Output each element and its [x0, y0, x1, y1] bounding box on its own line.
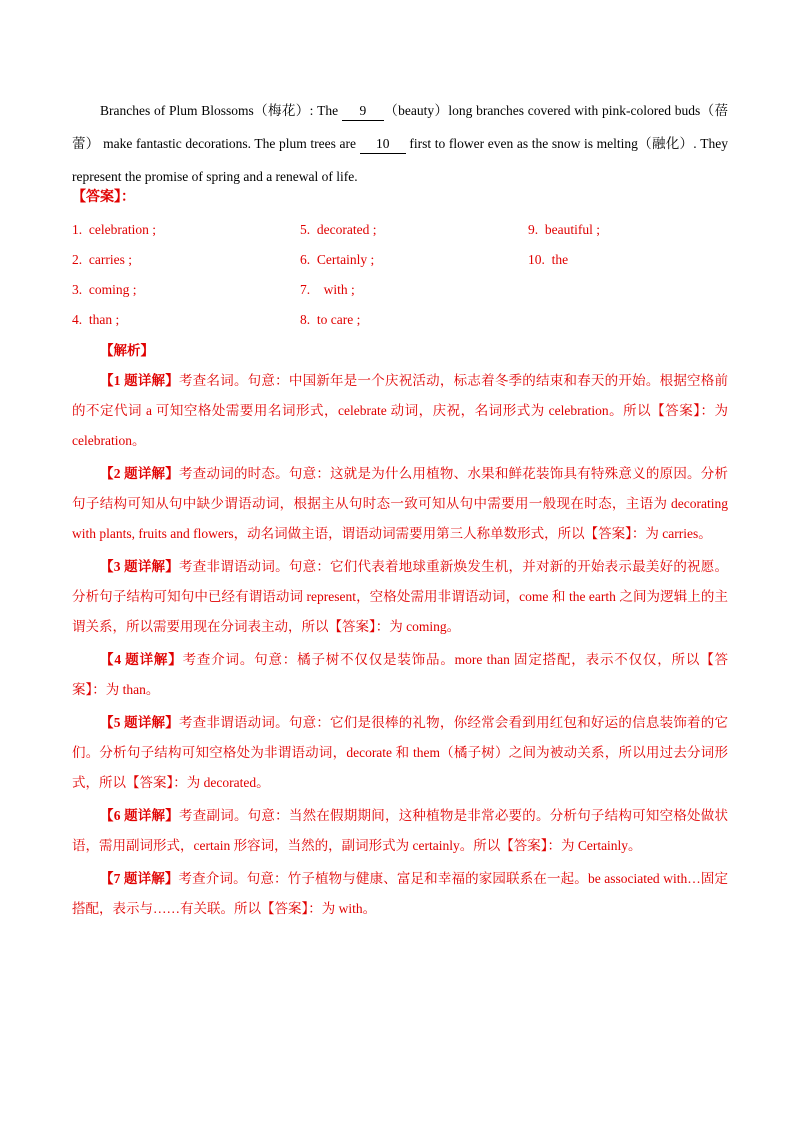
explanation-item — [72, 552, 728, 642]
answer-item: 4. than ; — [72, 312, 120, 327]
passage-text-part1: Branches of Plum Blossoms（梅花）: The — [100, 103, 342, 118]
explanation-tag: 【3 题详解】 — [100, 559, 180, 574]
answer-item: 1. celebration ; — [72, 222, 156, 237]
passage-paragraph — [72, 94, 728, 193]
explanation-item — [72, 708, 728, 798]
passage-text-part2: （beauty）long branches covered with pink-colored buds（蓓蕾） make fantastic decorations. The plum trees are — [72, 103, 728, 151]
explanation-text: 考查动词的时态。句意：这就是为什么用植物、水果和鲜花装饰具有特殊意义的原因。分析句子结构可知从句中缺少谓语动词，根据主从句时态一致可知从句中需要用一般现在时态，主语为 decorating with plants, fruits and flowers，动名词做主语，谓语动词需要用第三人称单数形式，所以【答案】：为 carries。 — [72, 466, 729, 541]
blank-9: 9 — [342, 102, 384, 121]
explanation-tag: 【7 题详解】 — [100, 871, 179, 886]
analysis-heading: 【解析】 — [100, 343, 154, 358]
explanation-item — [72, 801, 728, 861]
explanation-tag: 【2 题详解】 — [100, 466, 180, 481]
explanation-text: 考查介词。句意：橘子树不仅仅是装饰品。more than 固定搭配，表示不仅仅，所以【答案】：为 than。 — [72, 652, 729, 697]
answer-row — [72, 306, 732, 336]
answer-grid — [72, 216, 732, 336]
explanation-item — [72, 645, 728, 705]
explanation-tag: 【1 题详解】 — [100, 373, 180, 388]
analysis-section — [72, 336, 728, 927]
answer-item: 7. with ; — [300, 282, 355, 297]
answer-item: 3. coming ; — [72, 282, 137, 297]
explanation-text: 考查副词。句意：当然在假期期间，这种植物是非常必要的。分析句子结构可知空格处做状语，需用副词形式，certain 形容词，当然的，副词形式为 certainly。所以【答案】：为 Certainly。 — [72, 808, 729, 853]
answer-row — [72, 276, 732, 306]
blank-10: 10 — [360, 135, 406, 154]
explanation-text: 考查非谓语动词。句意：它们是很棒的礼物，你经常会看到用红包和好运的信息装饰着的它们。分析句子结构可知空格处为非谓语动词，decorate 和 them（橘子树）之间为被动关系，所以用过去分词形式，所以【答案】：为 decorated。 — [72, 715, 729, 790]
explanation-tag: 【6 题详解】 — [100, 808, 180, 823]
answer-item: 5. decorated ; — [300, 222, 377, 237]
answer-item: 6. Certainly ; — [300, 252, 375, 267]
explanation-item — [72, 864, 728, 924]
answer-item: 9. beautiful ; — [528, 222, 600, 237]
explanation-tag: 【5 题详解】 — [100, 715, 180, 730]
passage-text-part3: first to flower even as the snow is melting（融化）. They represent the promise of spring and a renewal of life. — [72, 136, 728, 184]
explanation-item — [72, 459, 728, 549]
answer-row — [72, 246, 732, 276]
answer-item: 8. to care ; — [300, 312, 361, 327]
explanation-text: 考查非谓语动词。句意：它们代表着地球重新焕发生机，并对新的开始表示最美好的祝愿。分析句子结构可知句中已经有谓语动词 represent，空格处需用非谓语动词，come 和 the earth 之间为逻辑上的主谓关系，所以需要用现在分词表主动，所以【答案】：为 coming。 — [72, 559, 729, 634]
answer-heading: 【答案】： — [72, 190, 135, 205]
explanation-text: 考查名词。句意：中国新年是一个庆祝活动，标志着冬季的结束和春天的开始。根据空格前的不定代词 a 可知空格处需要用名词形式，celebrate 动词，庆祝，名词形式为 celebration。所以【答案】：为 celebration。 — [72, 373, 729, 448]
explanation-tag: 【4 题详解】 — [100, 652, 183, 667]
explanation-text: 考查介词。句意：竹子植物与健康、富足和幸福的家园联系在一起。be associated with…固定搭配，表示与……有关联。所以【答案】：为 with。 — [72, 871, 729, 916]
answer-row — [72, 216, 732, 246]
explanation-item — [72, 366, 728, 456]
answer-item: 2. carries ; — [72, 252, 132, 267]
answer-item: 10. the — [528, 252, 569, 267]
